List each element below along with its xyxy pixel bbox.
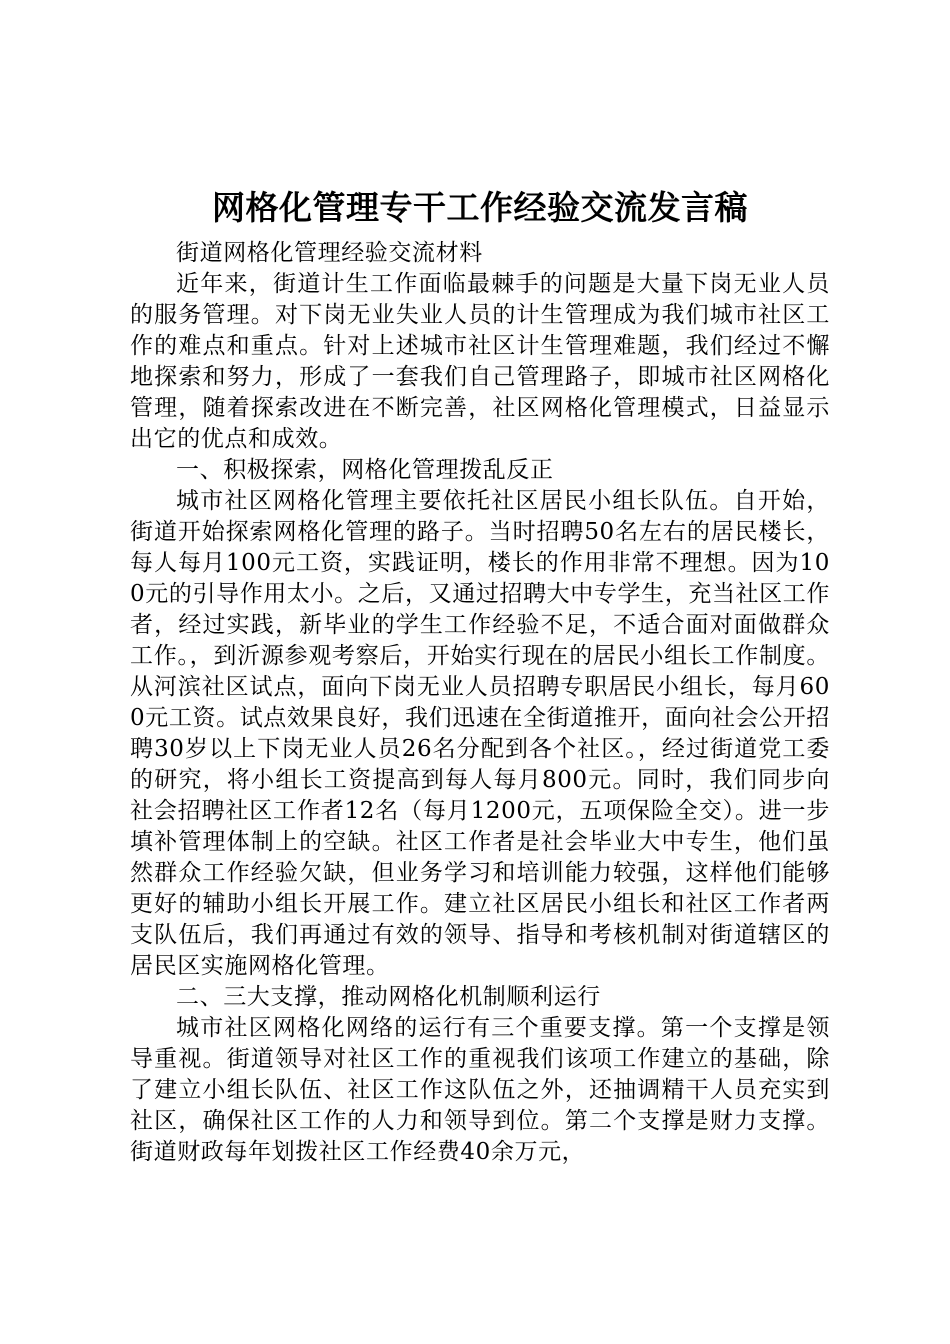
document-title: 网格化管理专干工作经验交流发言稿 [212,188,748,227]
document-body [130,182,830,1168]
section-heading-2: 二、三大支撑，推动网格化机制顺利运行 [176,984,601,1010]
intro-paragraph: 近年来，街道计生工作面临最棘手的问题是大量下岗无业人员的服务管理。对下岗无业失业人员的计生管理成为我们城市社区工作的难点和重点。针对上述城市社区计生管理难题，我们经过不懈地探索和努力，形成了一套我们自己管理路子，即城市社区网格化管理，随着探索改进在不断完善，社区网格化管理模式，日益显示出它的优点和成效。 [130,271,830,452]
section-heading-1: 一、积极探索，网格化管理拨乱反正 [176,457,554,483]
section-1-paragraph: 城市社区网格化管理主要依托社区居民小组长队伍。自开始，街道开始探索网格化管理的路子。当时招聘50名左右的居民楼长，每人每月100元工资，实践证明，楼长的作用非常不理想。因为100元的引导作用太小。之后，又通过招聘大中专学生，充当社区工作者，经过实践，新毕业的学生工作经验不足，不适合面对面做群众工作。，到沂源参观考察后，开始实行现在的居民小组长工作制度。从河滨社区试点，面向下岗无业人员招聘专职居民小组长，每月600元工资。试点效果良好，我们迅速在全街道推开，面向社会公开招聘30岁以上下岗无业人员26名分配到各个社区。，经过街道党工委的研究，将小组长工资提高到每人每月800元。同时，我们同步向社会招聘社区工作者12名（每月1200元，五项保险全交）。进一步填补管理体制上的空缺。社区工作者是社会毕业大中专生，他们虽然群众工作经验欠缺，但业务学习和培训能力较强，这样他们能够更好的辅助小组长开展工作。建立社区居民小组长和社区工作者两支队伍后，我们再通过有效的领导、指导和考核机制对街道辖区的居民区实施网格化管理。 [130,488,830,979]
section-2-paragraph: 城市社区网格化网络的运行有三个重要支撑。第一个支撑是领导重视。街道领导对社区工作的重视我们该项工作建立的基础，除了建立小组长队伍、社区工作这队伍之外，还抽调精干人员充实到社区，确保社区工作的人力和领导到位。第二个支撑是财力支撑。街道财政每年划拨社区工作经费40余万元， [130,1015,830,1165]
subtitle-paragraph: 街道网格化管理经验交流材料 [176,240,483,266]
